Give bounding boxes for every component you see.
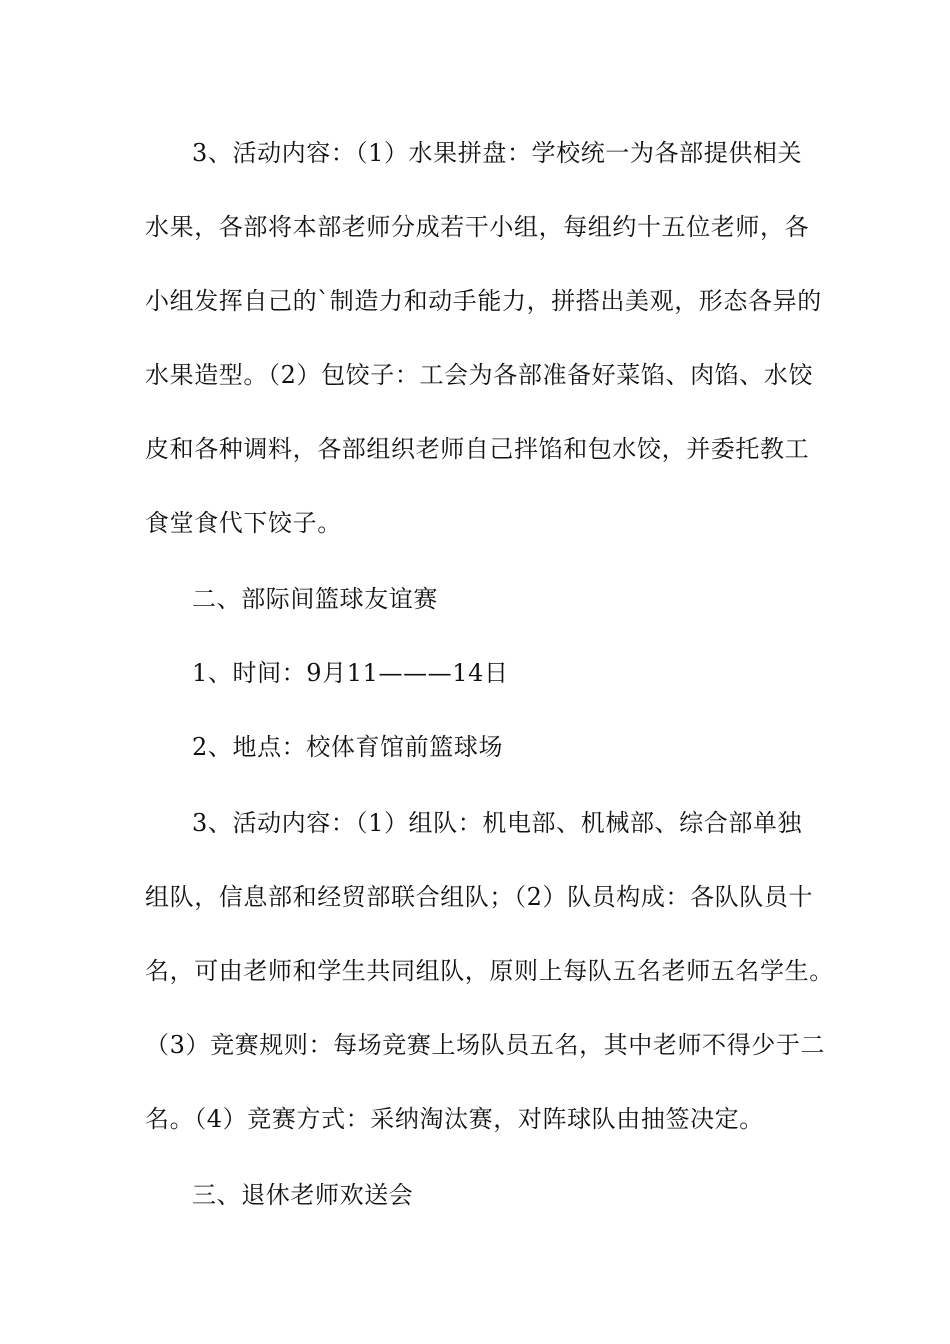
paragraph-activity-content-line-1: 3、活动内容：（1）水果拼盘：学校统一为各部提供相关 (192, 139, 803, 167)
paragraph-activity-content-line-4: 水果造型。（2）包饺子：工会为各部准备好菜馅、肉馅、水饺 (145, 361, 814, 389)
paragraph-activity-content-line-3: 小组发挥自己的`制造力和动手能力，拼搭出美观，形态各异的 (145, 287, 822, 315)
paragraph-basketball-content-line-5: 名。（4）竞赛方式：采纳淘汰赛，对阵球队由抽签决定。 (145, 1105, 764, 1133)
paragraph-activity-content-line-5: 皮和各种调料，各部组织老师自己拌馅和包水饺，并委托教工 (145, 435, 810, 463)
paragraph-basketball-content-line-3: 名，可由老师和学生共同组队，原则上每队五名老师五名学生。 (145, 957, 834, 985)
paragraph-activity-content-line-6: 食堂食代下饺子。 (145, 509, 342, 537)
section-heading-retirement-farewell: 三、退休老师欢送会 (192, 1181, 414, 1209)
item-location: 2、地点：校体育馆前篮球场 (192, 733, 504, 761)
paragraph-activity-content-line-2: 水果，各部将本部老师分成若干小组，每组约十五位老师，各 (145, 213, 810, 241)
item-time: 1、时间：9月11———14日 (192, 659, 509, 687)
section-heading-basketball: 二、部际间篮球友谊赛 (192, 585, 438, 613)
paragraph-basketball-content-line-1: 3、活动内容：（1）组队：机电部、机械部、综合部单独 (192, 809, 803, 837)
paragraph-basketball-content-line-2: 组队，信息部和经贸部联合组队；（2）队员构成：各队队员十 (145, 883, 814, 911)
paragraph-basketball-content-line-4: （3）竞赛规则：每场竞赛上场队员五名，其中老师不得少于二 (145, 1031, 826, 1059)
